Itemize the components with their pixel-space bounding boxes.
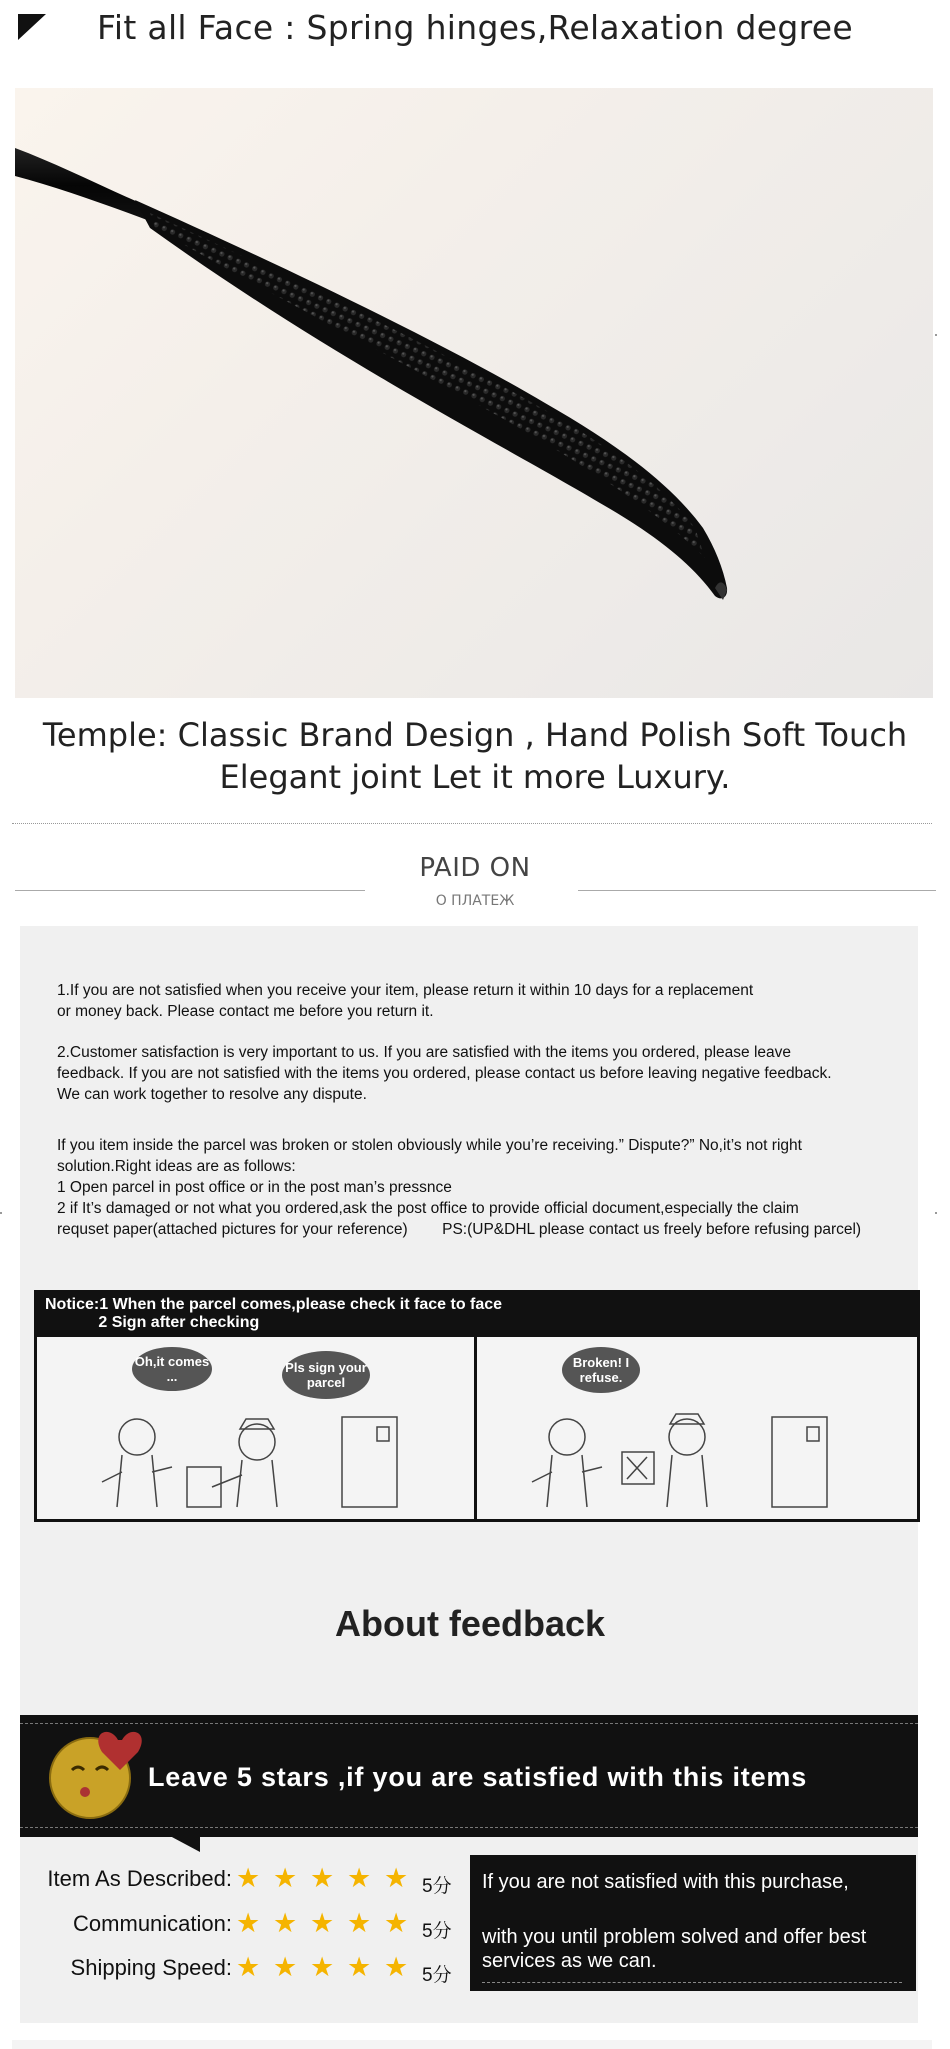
caption-line-1: Temple: Classic Brand Design , Hand Polish Soft Touch (42, 716, 908, 754)
policy-text: We can work together to resolve any dispute. (57, 1086, 367, 1103)
speech-bubble: Oh,it comes ... (132, 1347, 212, 1391)
star-icon: ★ (310, 1863, 335, 1894)
star-icon: ★ (347, 1863, 372, 1894)
policy-text: If you item inside the parcel was broken or stolen obviously while you’re receiving.” Dispute?” No,it’s not right (57, 1137, 802, 1154)
star-icon: ★ (347, 1908, 372, 1939)
divider-mark (935, 1212, 937, 1214)
star-icon: ★ (310, 1908, 335, 1939)
section-title: Fit all Face : Spring hinges,Relaxation degree (97, 8, 853, 47)
notice-panel-refuse (477, 1337, 917, 1519)
kiss-emoji-icon (40, 1720, 160, 1830)
star-icon: ★ (384, 1908, 409, 1939)
notice-box (34, 1290, 920, 1522)
star-icon: ★ (273, 1863, 298, 1894)
caption-line-2: Elegant joint Let it more Luxury. (219, 758, 731, 796)
dissatisfied-notice-box (470, 1855, 916, 1991)
rating-score: 5分 (422, 1921, 452, 1942)
eyeglass-temple-illustration (15, 88, 933, 698)
star-icon: ★ (384, 1863, 409, 1894)
notice-panel-accept (37, 1337, 477, 1519)
star-icon: ★ (236, 1863, 261, 1894)
dashed-divider (482, 1982, 902, 1983)
paid-on-heading: PAID ON (419, 853, 531, 883)
policy-text: feedback. If you are not satisfied with the items you ordered, please contact us before leaving negative feedback. (57, 1065, 832, 1082)
policy-text: solution.Right ideas are as follows: (57, 1158, 296, 1175)
policy-text: 1.If you are not satisfied when you receive your item, please return it within 10 days for a replacement (57, 982, 754, 999)
policy-text: requset paper(attached pictures for your reference) PS:(UP&DHL please contact us freely before refusing parcel) (57, 1221, 862, 1238)
delivery-cartoon-illustration (92, 1397, 472, 1519)
rating-score: 5分 (422, 1965, 452, 1986)
rating-label: Communication: (73, 1911, 232, 1936)
speech-bubble: Pls sign your parcel (282, 1351, 370, 1399)
star-icon: ★ (310, 1952, 335, 1983)
next-section-edge (12, 2040, 932, 2049)
rating-label: Item As Described: (47, 1866, 232, 1891)
star-icon: ★ (273, 1908, 298, 1939)
notice-line-1: Notice:1 When the parcel comes,please check it face to face (45, 1296, 503, 1313)
dissatisfied-text: with you until problem solved and offer best (482, 1926, 867, 1948)
notice-line-2: 2 Sign after checking (45, 1314, 260, 1331)
star-icon: ★ (384, 1952, 409, 1983)
about-feedback-heading: About feedback (334, 1603, 606, 1644)
dotted-divider (12, 823, 932, 824)
star-icon: ★ (236, 1952, 261, 1983)
divider-mark (935, 334, 937, 336)
star-icon: ★ (347, 1952, 372, 1983)
policy-text: 2 if It’s damaged or not what you ordered,ask the post office to provide official document,especially the claim (57, 1200, 799, 1217)
policy-text: 2.Customer satisfaction is very important to us. If you are satisfied with the items you ordered, please leave (57, 1044, 792, 1061)
dissatisfied-text: If you are not satisfied with this purchase, (482, 1871, 849, 1893)
policy-text: 1 Open parcel in post office or in the post man’s pressnce (57, 1179, 452, 1196)
heading-rule-right (578, 890, 936, 891)
product-photo-temple (15, 88, 933, 698)
dissatisfied-text: services as we can. (482, 1950, 657, 1972)
banner-text: Leave 5 stars ,if you are satisfied with this items (148, 1762, 808, 1792)
rating-score: 5分 (422, 1876, 452, 1897)
speech-bubble: Broken! I refuse. (562, 1347, 640, 1393)
heading-rule-left (15, 890, 365, 891)
policy-text: or money back. Please contact me before you return it. (57, 1003, 434, 1020)
star-icon: ★ (236, 1908, 261, 1939)
star-icon: ★ (273, 1952, 298, 1983)
banner-tail (170, 1836, 200, 1852)
refuse-cartoon-illustration (522, 1397, 902, 1519)
rating-label: Shipping Speed: (70, 1955, 232, 1980)
divider-mark (0, 1212, 2, 1214)
paid-on-subheading: О ПЛАТЕЖ (435, 893, 515, 909)
